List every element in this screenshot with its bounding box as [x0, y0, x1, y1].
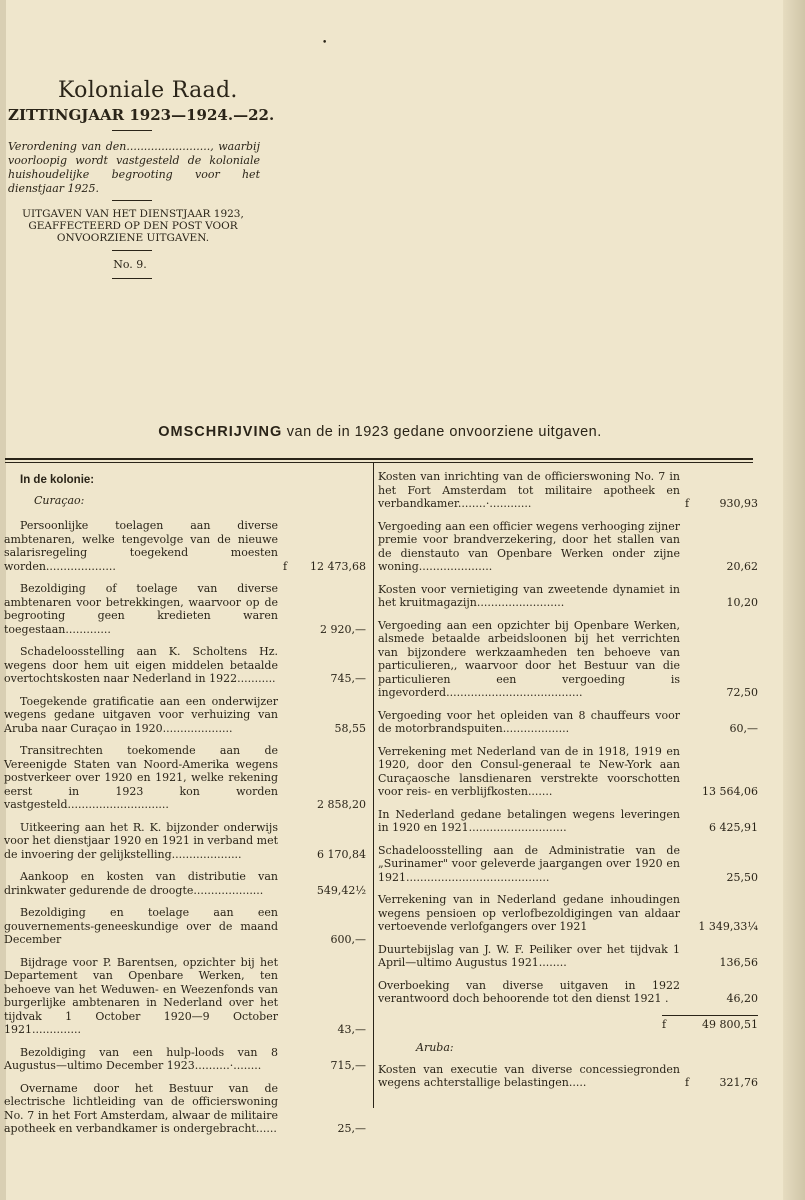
- document-number: No. 9.: [113, 258, 147, 271]
- column-divider: [373, 463, 374, 1108]
- entry-text: Kosten van inrichting van de officierswoning No. 7 in het Fort Amsterdam tot militaire apotheek en verbandkamer........·............: [378, 470, 680, 510]
- heading-rest: van de in 1923 gedane onvoorziene uitgaven.: [286, 424, 602, 440]
- entry-text: Verrekening met Nederland van de in 1918, 1919 en 1920, door den Consul-generaal te New-York aan Curaçaosche lansdienaren verstrekte voorschotten voor reis- en verblijfkosten.......: [378, 744, 680, 798]
- expense-entry: [378, 745, 758, 799]
- expense-entry: [4, 695, 366, 736]
- entry-amount: 58,55: [334, 721, 366, 735]
- expense-entry: [378, 979, 758, 1006]
- entry-text: Uitkeering aan het R. K. bijzonder onderwijs voor het dienstjaar 1920 en 1921 in verband met de invoering der gelijkstelling....................: [4, 820, 278, 861]
- ordinance-text: Verordening van den........................, waarbij voorloopig wordt vastgesteld de koloniale huishoudelijke begrooting voor het dienstjaar 1925.: [8, 140, 260, 195]
- entry-text: Vergoeding aan een officier wegens verhooging zijner premie voor brandverzekering, door het stallen van de dienstauto van Openbare Werken onder zijne woning.....................: [378, 519, 680, 573]
- expense-entry: [378, 583, 758, 610]
- expense-entry: [4, 645, 366, 686]
- entry-amount: 60,—: [729, 722, 758, 735]
- entry-amount: 2 920,—: [320, 622, 366, 636]
- entry-amount: 6 425,91: [709, 821, 758, 834]
- entry-text: Bezoldiging en toelage aan een gouvernements-geneeskundige over de maand December: [4, 906, 278, 946]
- left-column: [4, 470, 366, 1145]
- table-top-rule: [5, 458, 753, 460]
- entry-amount: 930,93: [719, 497, 758, 510]
- entry-text: Overname door het Bestuur van de electrische lichtleiding van de officierswoning No. 7 in het Fort Amsterdam, alwaar de militaire apotheek en verbandkamer is ondergebracht......: [4, 1081, 278, 1135]
- table-top-rule-thin: [5, 462, 753, 463]
- expense-entry: [378, 709, 758, 736]
- page-fold: [783, 0, 805, 1200]
- entry-amount: 20,62: [726, 560, 758, 573]
- entry-text: Duurtebijslag van J. W. F. Peiliker over het tijdvak 1 April—ultimo Augustus 1921........: [378, 942, 680, 969]
- divider: [112, 200, 152, 201]
- entry-amount: 6 170,84: [317, 847, 366, 861]
- entry-amount: 25,50: [726, 870, 758, 884]
- entry-amount: 715,—: [330, 1059, 366, 1072]
- section-heading: [0, 424, 760, 440]
- entry-currency: f: [282, 559, 288, 573]
- place-curacao: Curaçao:: [34, 493, 85, 507]
- entry-amount: 46,20: [726, 992, 758, 1005]
- expense-caption: UITGAVEN VAN HET DIENSTJAAR 1923, GEAFFECTEERD OP DEN POST VOOR ONVOORZIENE UITGAVEN.: [22, 208, 244, 244]
- entry-currency: f: [684, 497, 690, 510]
- expense-entry: [4, 821, 366, 862]
- expense-entry: [4, 870, 366, 897]
- entry-amount: 10,20: [726, 596, 758, 609]
- divider: [112, 130, 152, 131]
- entry-amount: 2 858,20: [317, 798, 366, 811]
- entry-amount: 25,—: [337, 1122, 366, 1135]
- page-title: Koloniale Raad.: [58, 78, 238, 103]
- subtotal-currency: f: [662, 1017, 667, 1031]
- entry-text: Overboeking van diverse uitgaven in 1922 verantwoord doch behoorende tot den dienst 1921 .: [378, 978, 680, 1005]
- expense-entry: [378, 844, 758, 885]
- entry-text: Persoonlijke toelagen aan diverse ambtenaren, welke tengevolge van de nieuwe salarisregeling toegekend moesten worden....................: [4, 519, 278, 573]
- entry-text: In Nederland gedane betalingen wegens leveringen in 1920 en 1921............................: [378, 807, 680, 834]
- expense-entry: [4, 1046, 366, 1073]
- expense-entry: [378, 808, 758, 835]
- expense-entry: [378, 893, 758, 934]
- place-aruba: Aruba:: [416, 1041, 454, 1054]
- entry-amount: 136,56: [719, 956, 758, 969]
- entry-amount: 72,50: [726, 686, 758, 699]
- entry-amount: 43,—: [337, 1023, 366, 1036]
- entry-text: Schadeloosstelling aan de Administratie van de „Surinamer" voor geleverde jaargangen over 1920 en 1921.........................................: [378, 843, 680, 884]
- entry-text: Vergoeding voor het opleiden van 8 chauffeurs voor de motorbrandspuiten...................: [378, 708, 680, 735]
- entry-text: Verrekening van in Nederland gedane inhoudingen wegens pensioen op verlofbezoldigingen van aldaar vertoevende verlofgangers over 1921: [378, 893, 680, 933]
- expense-entry: [4, 906, 366, 947]
- entry-currency: f: [684, 1076, 690, 1089]
- entry-text: Toegekende gratificatie aan een onderwijzer wegens gedane uitgaven voor verhuizing van Aruba naar Curaçao in 1920....................: [4, 694, 278, 735]
- entry-text: Aankoop en kosten van distributie van drinkwater gedurende de droogte....................: [4, 870, 278, 897]
- divider: [112, 250, 152, 251]
- entry-text: Kosten voor vernietiging van zweetende dynamiet in het kruitmagazijn.........................: [378, 582, 680, 609]
- divider: [112, 278, 152, 279]
- ink-dot: •: [322, 38, 328, 48]
- expense-entry: [378, 470, 758, 511]
- entry-amount: 321,76: [719, 1076, 758, 1089]
- expense-entry: [4, 1082, 366, 1136]
- subheading-colony: In de kolonie:: [20, 474, 95, 486]
- expense-entry: [4, 582, 366, 636]
- expense-entry: [378, 943, 758, 970]
- subtotal: [378, 1015, 758, 1032]
- expense-entry: [378, 619, 758, 700]
- session-line: ZITTINGJAAR 1923—1924.—22.: [8, 106, 275, 124]
- entry-text: Vergoeding aan een opzichter bij Openbare Werken, alsmede betaalde arbeidsloonen bij het verrichten van bijzondere werkzaamheden ten behoeve van particulieren,, waarvoor door het Bestuur van die particulieren een vergoeding is ingevorderd.......................................: [378, 618, 680, 699]
- expense-entry: [4, 519, 366, 573]
- subtotal-amount: 49 800,51: [702, 1017, 758, 1031]
- expense-entry: [4, 956, 366, 1037]
- entry-amount: 13 564,06: [702, 785, 758, 798]
- heading-keyword: OMSCHRIJVING: [158, 424, 283, 440]
- entry-text: Schadeloosstelling aan K. Scholtens Hz. wegens door hem uit eigen middelen betaalde overtochtskosten naar Nederland in 1922...........: [4, 645, 278, 685]
- entry-text: Bezoldiging van een hulp-loods van 8 Augustus—ultimo December 1923..........·........: [4, 1045, 278, 1072]
- entry-text: Bijdrage voor P. Barentsen, opzichter bij het Departement van Openbare Werken, ten behoeve van het Weduwen- en Weezenfonds van burgerlijke ambtenaren in Nederland over het tijdvak 1 October 1920—9 October 1921..............: [4, 955, 278, 1036]
- entry-amount: 600,—: [330, 933, 366, 946]
- expense-entry: [4, 744, 366, 812]
- entry-text: Bezoldiging of toelage van diverse ambtenaren voor betrekkingen, waarvoor op de begrooting geen kredieten waren toegestaan.............: [4, 582, 278, 636]
- right-column: [378, 470, 758, 1099]
- entry-amount: 745,—: [330, 672, 366, 685]
- entry-amount: 12 473,68: [310, 559, 366, 573]
- expense-entry: [378, 520, 758, 574]
- aruba-entry: [378, 1063, 758, 1090]
- entry-text: Kosten van executie van diverse concessiegronden wegens achterstallige belastingen.....: [378, 1062, 680, 1089]
- entry-text: Transitrechten toekomende aan de Vereenigde Staten van Noord-Amerika wegens postverkeer over 1920 en 1921, welke rekening eerst in 1923 kon worden vastgesteld.............................: [4, 744, 278, 811]
- entry-amount: 549,42½: [316, 883, 366, 897]
- entry-amount: 1 349,33¼: [698, 920, 758, 933]
